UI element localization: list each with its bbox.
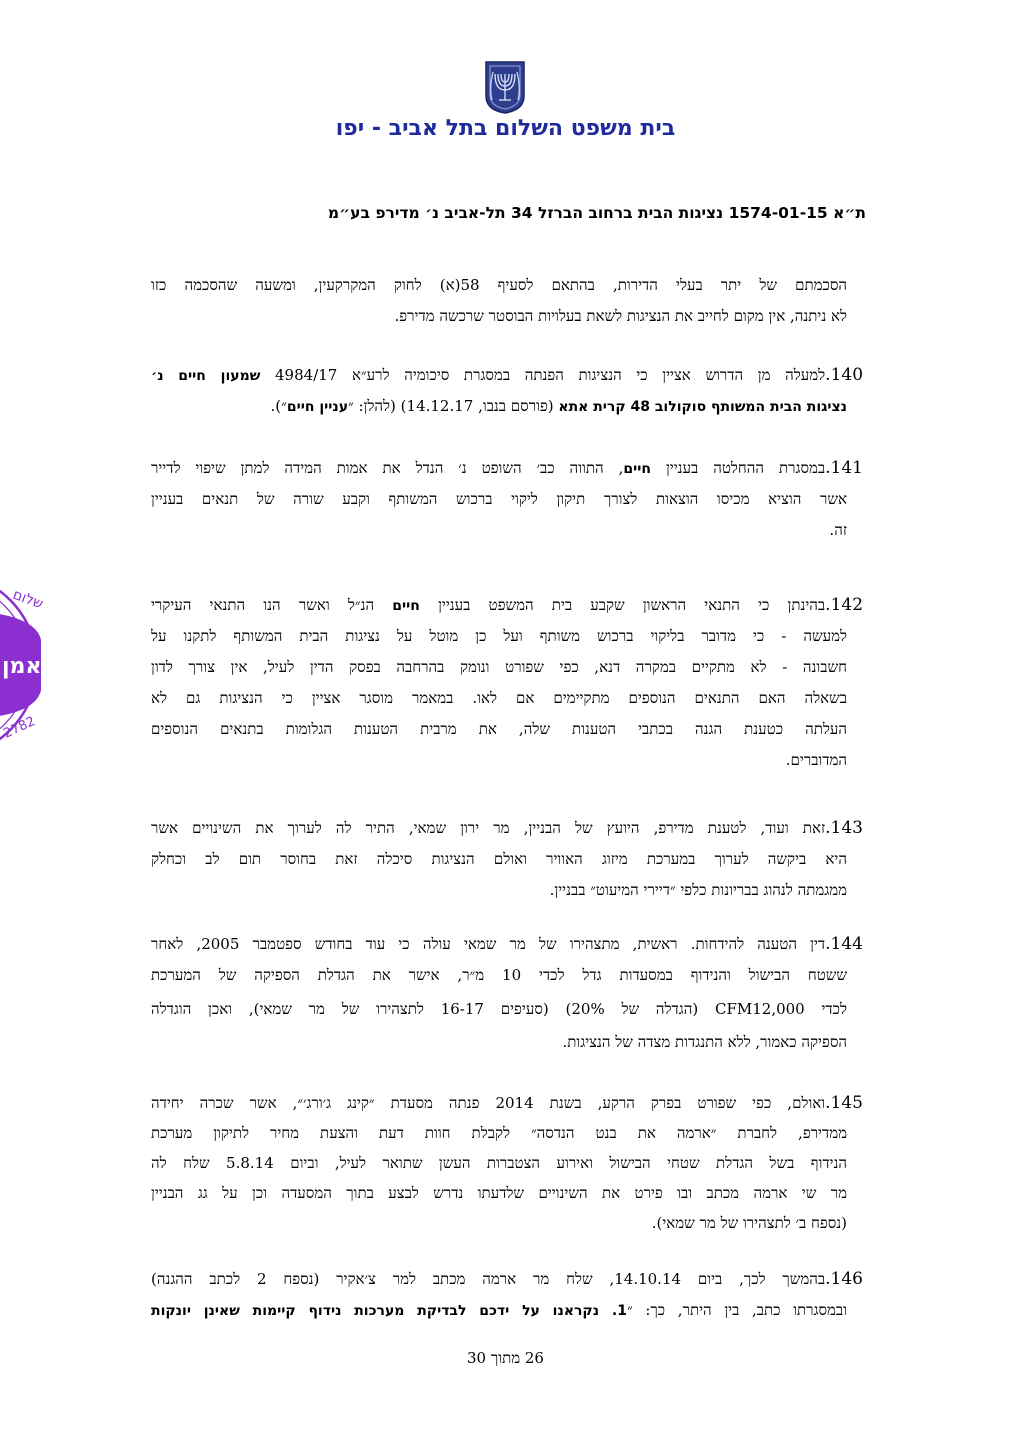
text-line <box>151 360 863 391</box>
defined-term: חיים <box>623 461 651 477</box>
case-citation: שמעון חיים נ׳ <box>151 368 261 384</box>
paragraph-143 <box>151 813 863 906</box>
text-line: לכדי CFM12,000 (הגדלה של 20%) (סעיפים 16-17 לתצהירו של מר שמאי), ואכן הוגדלה <box>151 1000 847 1018</box>
paragraph-142 <box>151 590 863 776</box>
text-line <box>151 590 863 621</box>
text-line: העלתה כטענת הגנה בכתבי הטענות שלה, את מרבית הטענות הגלומות בתנאים הנוספים <box>151 720 847 738</box>
text-line: זה. <box>829 521 847 539</box>
paragraph-140 <box>151 360 863 422</box>
court-name: בית משפט השלום בתל אביב - יפו <box>335 116 676 141</box>
paragraph-141 <box>151 453 863 546</box>
text-span: (פורסם בנבו, 14.12.17) (להלן: ״ <box>348 397 559 415</box>
defined-term: חיים <box>392 598 420 614</box>
text-span: למעלה מן הדרוש אציין כי הנציגות הפנתה במסגרת סיכומיה לרע״א 4984/17 <box>260 366 826 384</box>
text-line <box>151 929 863 960</box>
paragraph-144 <box>151 929 863 1058</box>
state-emblem-icon <box>484 60 526 114</box>
text-span: ״). <box>270 397 287 415</box>
paragraph-146 <box>151 1264 863 1326</box>
text-line <box>151 453 863 484</box>
paragraph-number: 143. <box>825 818 863 838</box>
text-line: אשר הוציא מכיסו הוצאות לצורך תיקון ליקוי ברכוש המשותף וקבע שורה של תנאים בעניין <box>151 490 847 508</box>
text-span: דין הטענה להידחות. ראשית, מתצהירו של מר שמאי עולה כי עוד בחודש ספטמבר 2005, לאחר <box>151 935 826 953</box>
text-span: זאת ועוד, לטענת מדירפ, היועץ של הבניין, מר ירון שמאי, התיר לה לערוך את השינויים אשר <box>151 819 826 837</box>
text-line <box>151 391 847 422</box>
text-span: , התווה כב׳ השופט נ׳ הנדל את אמות המידה למתן שיפוי לדייר <box>151 459 624 477</box>
text-line: (נספח ב׳ לתצהירו של מר שמאי). <box>651 1214 847 1232</box>
paragraph-number: 144. <box>825 934 863 954</box>
case-citation: נציגות הבית המשותף סוקולוב 48 קרית אתא <box>558 399 847 415</box>
text-line: המדוברים. <box>785 751 847 769</box>
case-title: ת״א 1574-01-15 נציגות הבית ברחוב הברזל 34 תל-אביב נ׳ מדירפ בע״מ <box>327 204 866 222</box>
paragraph-number: 142. <box>825 595 863 615</box>
text-line <box>151 1088 863 1118</box>
text-line <box>151 1264 863 1295</box>
page-number: 26 מתוך 30 <box>467 1349 544 1367</box>
paragraph-number: 141. <box>825 458 863 478</box>
text-line: ממגמתה לנהוג בבריונות כלפי ״דיירי המיעוט״ בבניין. <box>549 881 847 899</box>
text-line: ממדירפ, לחברת ״ארמה את בנט הנדסה״ לקבלת חוות דעת והצעת מחיר לתיקון מערכת <box>151 1124 847 1142</box>
text-span: ובמסגרתו כתב, בין היתר, כך: ״ <box>626 1301 847 1319</box>
paragraph-145 <box>151 1088 863 1238</box>
text-line: לא ניתנה, אין מקום לחייב את הנציגות לשאת בעלויות הבוסטר שרכשה מדירפ. <box>394 307 847 325</box>
court-stamp-icon <box>0 570 46 760</box>
text-span: בהמשך לכך, ביום 14.10.14, שלח מר ארמה מכתב למר צ׳אקיר (נספח 2 לכתב ההגנה) <box>151 1270 826 1288</box>
text-line: למעשה - כי מדובר בליקוי ברכוש משותף ועל כן מוטל על נציגות הבית המשותף לתקנו על <box>151 627 847 645</box>
text-span: בהינתן כי התנאי הראשון שקבע בית המשפט בעניין <box>419 596 826 614</box>
text-line: היא ביקשה לערוך במערכת מיזוג האוויר ואולם הנציגות סיכלה זאת בחוסר תום לב וכחלק <box>151 850 847 868</box>
text-span: הנ״ל ואשר הנו התנאי העיקרי <box>151 596 393 614</box>
text-span: במסגרת ההחלטה בעניין <box>651 459 826 477</box>
text-line: חשבונה - לא מתקיים במקרה דנא, כפי שפורט ונומק בהרחבה בפסק הדין לעיל, אין צורך לדון <box>151 658 847 676</box>
svg-text:שלום: שלום <box>10 586 46 613</box>
paragraph-number: 145. <box>825 1093 863 1113</box>
paragraph-number: 140. <box>825 365 863 385</box>
text-line <box>151 813 863 844</box>
defined-term: עניין חיים <box>286 399 349 415</box>
paragraph-number: 146. <box>825 1269 863 1289</box>
paragraph-continued <box>151 270 863 332</box>
text-line: ששטח הבישול והנידוף במסעדות גדל לכדי 10 מ״ר, אישר את הגדלת הספיקה של המערכת <box>151 966 847 984</box>
text-span: ואולם, כפי שפורט בפרק הרקע, בשנת 2014 פנתה מסעדת ״קינג ג׳ורג׳״, אשר שכרה יחידה <box>151 1094 826 1112</box>
text-line: בשאלה האם התנאים הנוספים מתקיימים אם לאו. במאמר מוסגר אציין כי הנציגות גם לא <box>151 689 847 707</box>
quoted-text: 1. נקראנו על ידכם לבדיקת מערכות נידוף קיימות שאינן יונקות <box>151 1303 627 1319</box>
text-line <box>151 1295 847 1326</box>
svg-text:אמן: אמן <box>2 654 42 679</box>
text-line: מר שי ארמה מכתב ובו פירט את השינויים שלדעתו נדרש לבצע בתוך המסעדה וכן על גג הבניין <box>151 1184 847 1202</box>
svg-text:2782: 2782 <box>1 714 38 742</box>
text-line: הסכמתם של יתר בעלי הדירות, בהתאם לסעיף 58(א) לחוק המקרקעין, ומשעה שהסכמה כזו <box>151 276 847 294</box>
text-line: הספיקה כאמור, ללא התנגדות מצדה של הנציגות. <box>562 1033 847 1051</box>
text-line: הנידוף בשל הגדלת שטחי הבישול ואירוע הצטברות העשן שתואר לעיל, וביום 5.8.14 שלח לה <box>151 1154 847 1172</box>
